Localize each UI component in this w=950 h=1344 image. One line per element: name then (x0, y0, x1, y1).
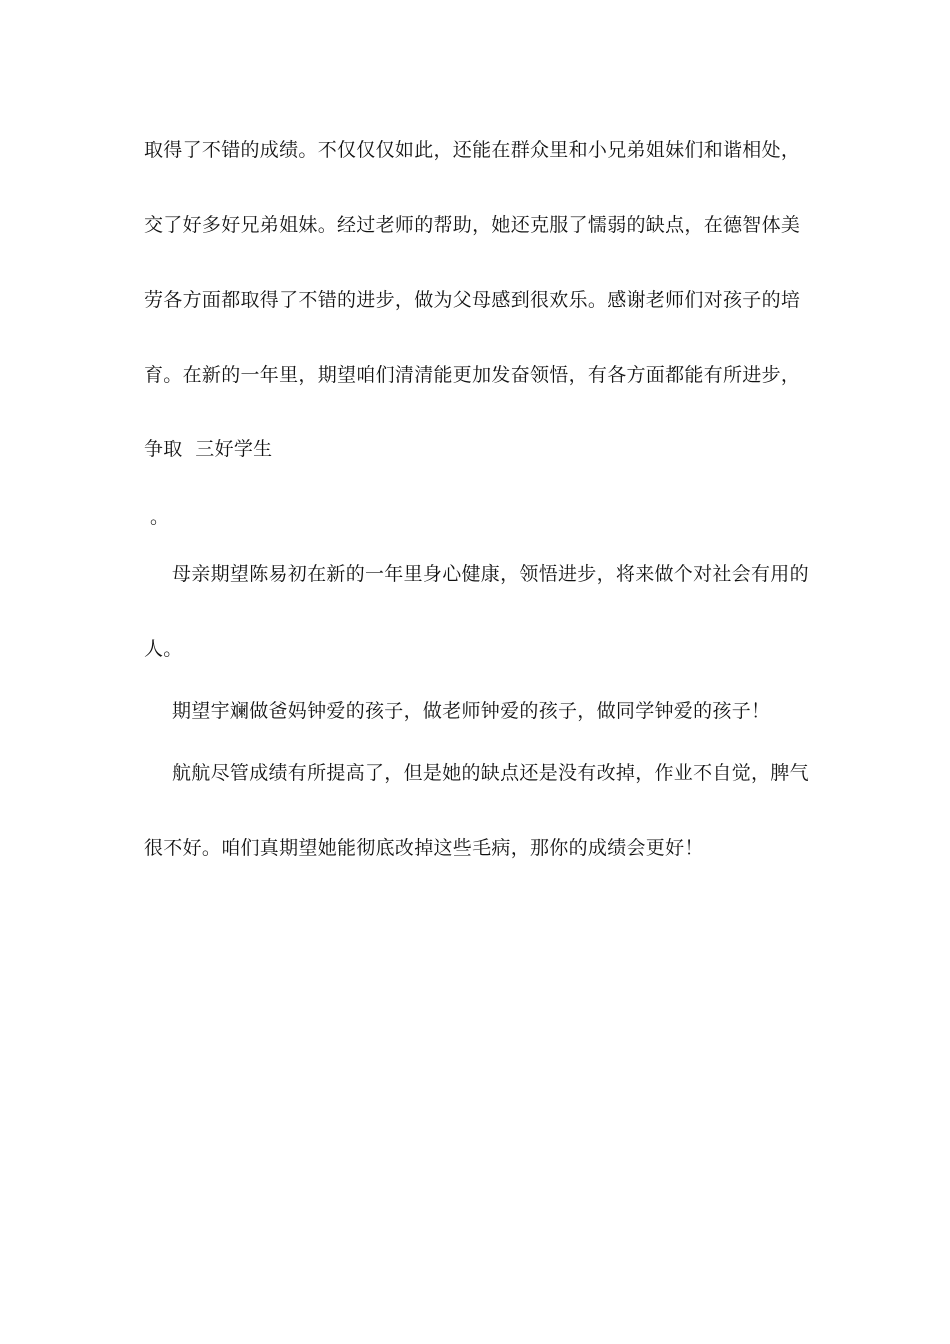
paragraph-line-6: 。 (150, 506, 170, 528)
paragraph-line-9: 期望宇斓做爸妈钟爱的孩子，做老师钟爱的孩子，做同学钟爱的孩子！ (172, 700, 771, 722)
paragraph-line-5: 争取 三好学生 (144, 438, 273, 460)
paragraph-line-2: 交了好多好兄弟姐妹。经过老师的帮助，她还克服了懦弱的缺点，在德智体美 (144, 214, 801, 236)
paragraph-line-3: 劳各方面都取得了不错的进步，做为父母感到很欢乐。感谢老师们对孩子的培 (144, 289, 801, 311)
paragraph-line-11: 很不好。咱们真期望她能彻底改掉这些毛病，那你的成绩会更好！ (144, 837, 704, 859)
paragraph-line-7: 母亲期望陈易初在新的一年里身心健康，领悟进步，将来做个对社会有用的 (172, 563, 809, 585)
paragraph-line-1: 取得了不错的成绩。不仅仅仅如此，还能在群众里和小兄弟姐妹们和谐相处， (144, 139, 801, 161)
paragraph-line-10: 航航尽管成绩有所提高了，但是她的缺点还是没有改掉，作业不自觉，脾气 (172, 762, 809, 784)
paragraph-line-8: 人。 (144, 638, 183, 660)
paragraph-line-4: 育。在新的一年里，期望咱们清清能更加发奋领悟，有各方面都能有所进步， (144, 364, 801, 386)
